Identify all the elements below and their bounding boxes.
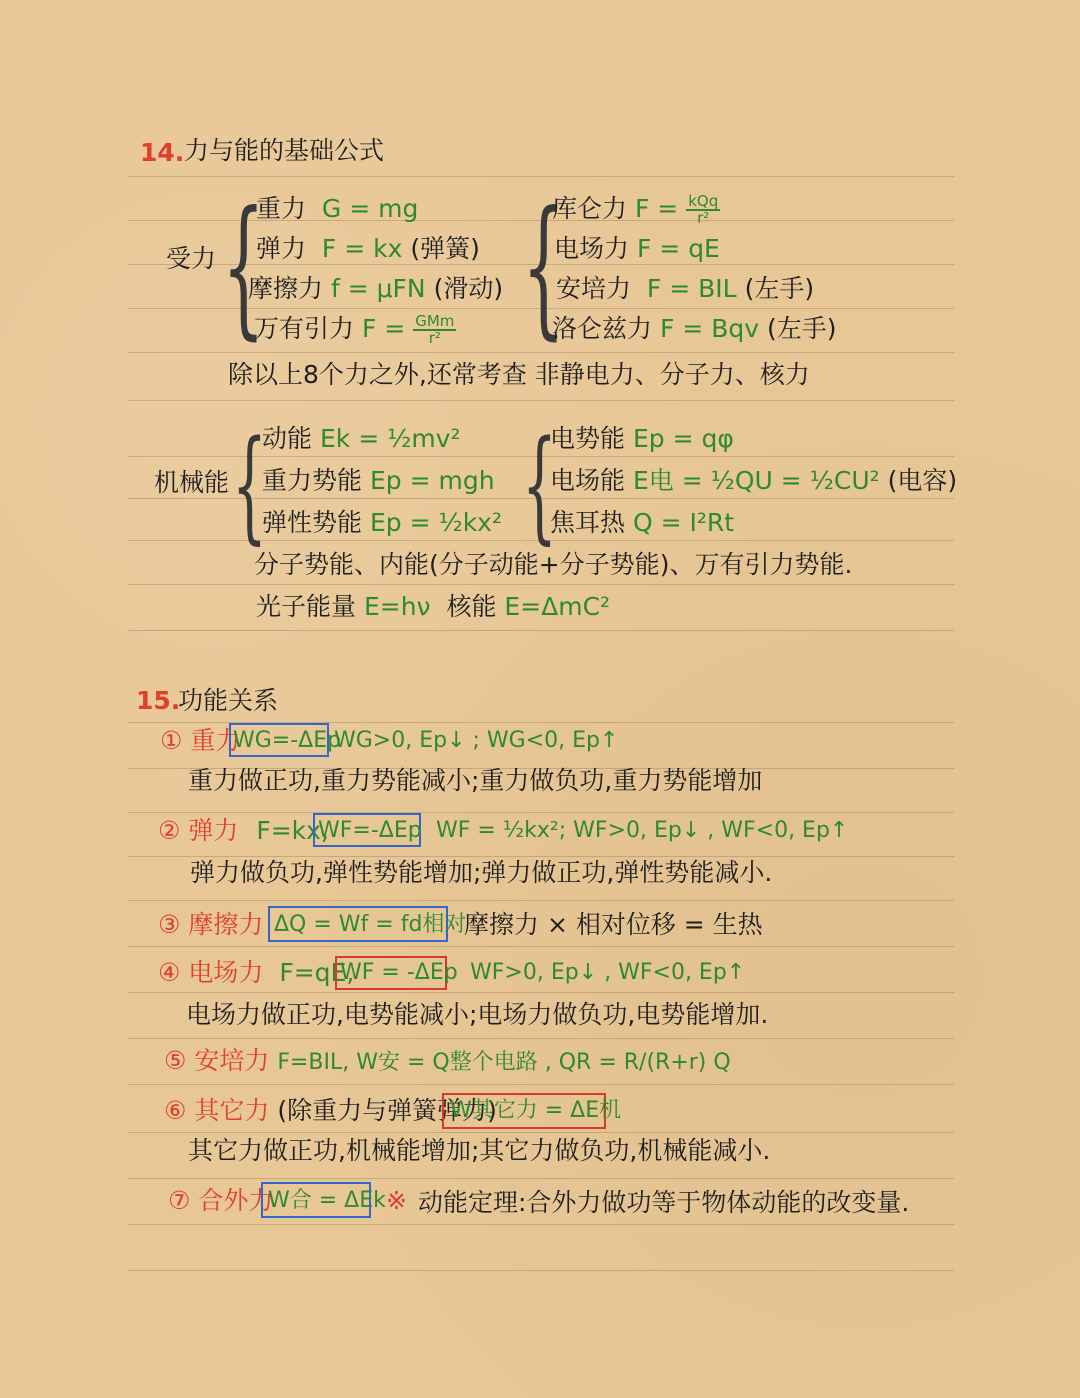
ruled-line [128, 812, 954, 813]
item-name: 合外力 [198, 1186, 274, 1215]
item-desc: 电场力做正功,电势能减小;电场力做负功,电势能增加. [186, 1000, 769, 1029]
item-mark: ⑥ [164, 1096, 187, 1125]
ruled-line [128, 400, 954, 401]
item-rest: 摩擦力 × 相对位移 = 生热 [464, 910, 763, 939]
energy-electric-potential [550, 424, 734, 454]
force-coulomb [552, 194, 720, 226]
section-15-title: 功能关系 [178, 686, 279, 715]
item-rest: WG>0, Ep↓ ; WG<0, Ep↑ [334, 728, 619, 753]
energy-formula: Q = I²Rt [632, 508, 735, 537]
energy-name: 电场能 [550, 466, 626, 495]
item-pre: (除重力与弹簧弹力) [277, 1096, 497, 1125]
energy-note-line-1: 分子势能、内能(分子动能+分子势能)、万有引力势能. [254, 550, 853, 579]
energy-name: 弹性势能 [262, 508, 363, 537]
item-mark: ③ [158, 910, 181, 939]
left-brace-icon: { [222, 180, 265, 354]
item-7-line [168, 1186, 273, 1216]
item-rest: WF>0, Ep↓ , WF<0, Ep↑ [470, 960, 746, 985]
item-mark: ⑦ [168, 1186, 191, 1215]
ruled-line [128, 176, 954, 177]
energy-formula: Ep = mgh [369, 466, 495, 495]
item-mark: ④ [158, 958, 181, 987]
left-brace-icon: { [232, 414, 267, 556]
item-mark: ② [158, 816, 181, 845]
item-4-line [158, 958, 354, 988]
boxed-formula: WF = -ΔEp [340, 960, 458, 985]
force-formula: F = [361, 314, 406, 343]
ruled-line [128, 630, 954, 631]
energy-formula: Ek = ½mv² [319, 424, 461, 453]
energy-label: 机械能 [154, 468, 230, 497]
fraction-denominator: r² [697, 209, 710, 227]
item-mark: ⑤ [164, 1046, 187, 1075]
note-formula: E=hν [363, 592, 431, 621]
force-name: 摩擦力 [248, 274, 324, 303]
item-3-line [158, 910, 263, 940]
energy-name: 动能 [262, 424, 313, 453]
force-name: 安培力 [556, 274, 632, 303]
ruled-line [128, 1038, 954, 1039]
force-ampere [556, 274, 814, 304]
boxed-formula: ΔQ = Wf = fd相对 [274, 912, 467, 937]
fraction-numerator: GMm [415, 312, 455, 330]
ruled-line [128, 1084, 954, 1085]
item-desc: 其它力做正功,机械能增加;其它力做负功,机械能减小. [188, 1136, 771, 1165]
force-name: 洛仑兹力 [552, 314, 653, 343]
force-name: 弹力 [256, 234, 307, 263]
force-friction [248, 274, 503, 304]
section-14-title: 力与能的基础公式 [184, 136, 385, 165]
energy-joule-heat [550, 508, 734, 538]
energy-name: 重力势能 [262, 466, 363, 495]
energy-formula: Ep = ½kx² [369, 508, 502, 537]
force-formula: f = μFN [330, 274, 426, 303]
item-pre: F=qE, [279, 958, 355, 987]
energy-electric-field [550, 466, 957, 496]
force-name: 电场力 [554, 234, 630, 263]
fraction [686, 194, 720, 226]
energy-note-line-2 [256, 592, 610, 622]
item-name: 安培力 [194, 1046, 270, 1075]
boxed-formula: W其它力 = ΔE机 [450, 1098, 622, 1123]
force-label: 受力 [166, 244, 217, 273]
item-rest: 动能定理:合外力做功等于物体动能的改变量. [418, 1188, 910, 1217]
note-text: 核能 [446, 592, 497, 621]
force-gravity [256, 194, 418, 224]
force-note-line: 除以上8个力之外,还常考查 非静电力、分子力、核力 [228, 360, 810, 389]
item-rest: WF = ½kx²; WF>0, Ep↓ , WF<0, Ep↑ [436, 818, 849, 843]
boxed-formula: WG=-ΔEp [233, 728, 342, 753]
ruled-line [128, 1224, 954, 1225]
force-note: (滑动) [433, 274, 504, 303]
item-mark: ① [160, 726, 183, 755]
item-name: 重力 [190, 726, 241, 755]
force-universal-gravitation [254, 314, 456, 346]
item-rest: F=BIL, W安 = Q整个电路 , QR = R/(R+r) Q [277, 1050, 731, 1075]
force-electric-field [554, 234, 720, 264]
right-brace-icon: { [522, 180, 565, 354]
boxed-formula: W合 = ΔEk [268, 1188, 386, 1213]
item-name: 弹力 [188, 816, 239, 845]
force-note: (左手) [744, 274, 815, 303]
fraction-denominator: r² [428, 329, 441, 347]
item-desc: 重力做正功,重力势能减小;重力做负功,重力势能增加 [188, 766, 763, 795]
fraction [413, 314, 456, 346]
ruled-line [128, 992, 954, 993]
ruled-line [128, 900, 954, 901]
ruled-line [128, 1178, 954, 1179]
ruled-line [128, 946, 954, 947]
note-formula: E=ΔmC² [504, 592, 611, 621]
force-formula: F = [634, 194, 679, 223]
item-desc: 弹力做负功,弹性势能增加;弹力做正功,弹性势能减小. [190, 858, 773, 887]
force-formula: F = qE [636, 234, 720, 263]
energy-name: 电势能 [550, 424, 626, 453]
ruled-line [128, 1270, 954, 1271]
force-formula: F = Bqv [659, 314, 760, 343]
energy-name: 焦耳热 [550, 508, 626, 537]
energy-elastic-potential [262, 508, 502, 538]
force-formula: F = kx [321, 234, 403, 263]
force-elastic [256, 234, 480, 264]
force-name: 万有引力 [254, 314, 355, 343]
force-name: 库仑力 [552, 194, 628, 223]
note-text: 光子能量 [256, 592, 357, 621]
energy-formula: Ep = qφ [632, 424, 734, 453]
force-lorentz [552, 314, 836, 344]
energy-gravitational-potential [262, 466, 495, 496]
energy-note: (电容) [887, 466, 958, 495]
section-14-number: 14. [140, 138, 185, 167]
item-5-line [164, 1046, 731, 1078]
force-name: 重力 [256, 194, 307, 223]
energy-kinetic [262, 424, 460, 454]
energy-formula: E电 = ½QU = ½CU² [632, 466, 880, 495]
ruled-line [128, 584, 954, 585]
section-15-number: 15. [136, 686, 181, 715]
item-name: 其它力 [194, 1096, 270, 1125]
force-note: (弹簧) [410, 234, 480, 263]
boxed-formula: WF=-ΔEp [318, 818, 422, 843]
item-name: 摩擦力 [188, 910, 264, 939]
force-note: (左手) [766, 314, 837, 343]
item-pre: F=kx, [256, 816, 329, 845]
ruled-line [128, 1132, 954, 1133]
force-formula: F = BIL [646, 274, 737, 303]
ruled-line [128, 856, 954, 857]
force-formula: G = mg [321, 194, 419, 223]
fraction-numerator: kQq [688, 192, 719, 210]
star-icon: ※ [386, 1186, 407, 1215]
item-2-line [158, 816, 329, 846]
item-name: 电场力 [188, 958, 264, 987]
right-brace-icon: { [522, 414, 557, 556]
